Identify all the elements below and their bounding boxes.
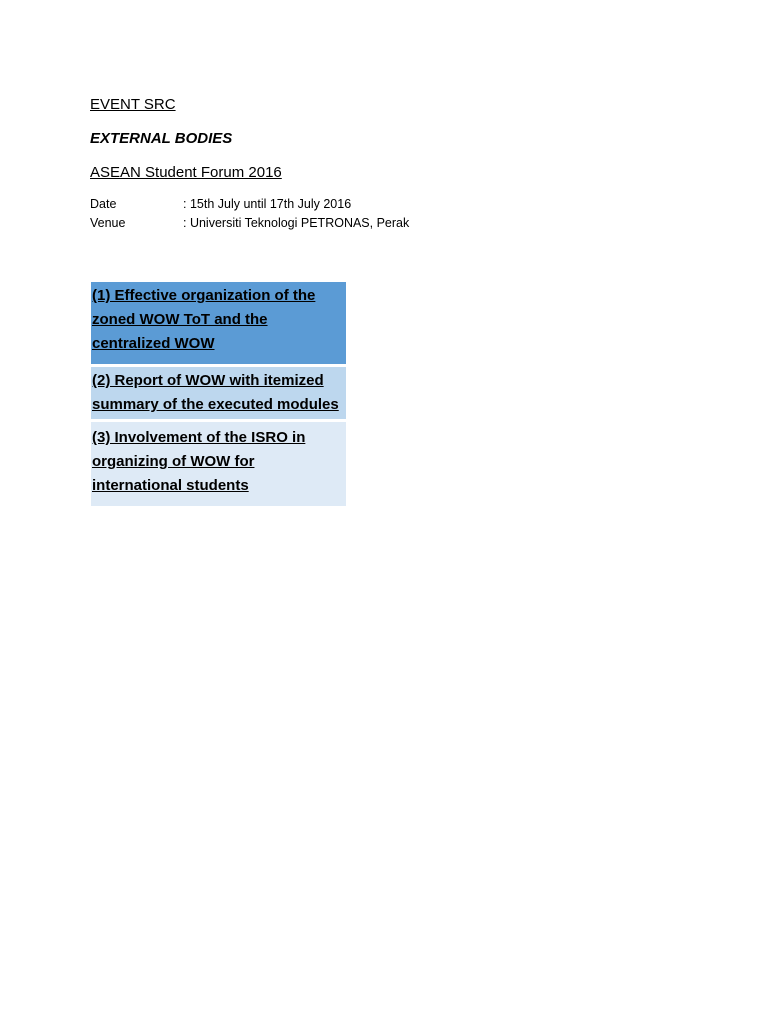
venue-value: : Universiti Teknologi PETRONAS, Perak	[183, 216, 410, 230]
outcome-cell: (1) Effective organization of the zoned WOW ToT and the centralized WOW	[91, 282, 346, 364]
outcome-cell: (2) Report of WOW with itemized summary of the executed modules	[91, 364, 346, 422]
outcome-cell: (3) Involvement of the ISRO in organizing of WOW for international students	[91, 422, 346, 506]
category-heading: EXTERNAL BODIES	[90, 130, 233, 147]
event-heading: EVENT SRC	[90, 96, 176, 113]
venue-label: Venue	[90, 216, 126, 230]
outcomes-table	[91, 282, 346, 506]
date-label: Date	[90, 197, 117, 211]
event-title: ASEAN Student Forum 2016	[90, 164, 282, 181]
date-value: : 15th July until 17th July 2016	[183, 197, 352, 211]
